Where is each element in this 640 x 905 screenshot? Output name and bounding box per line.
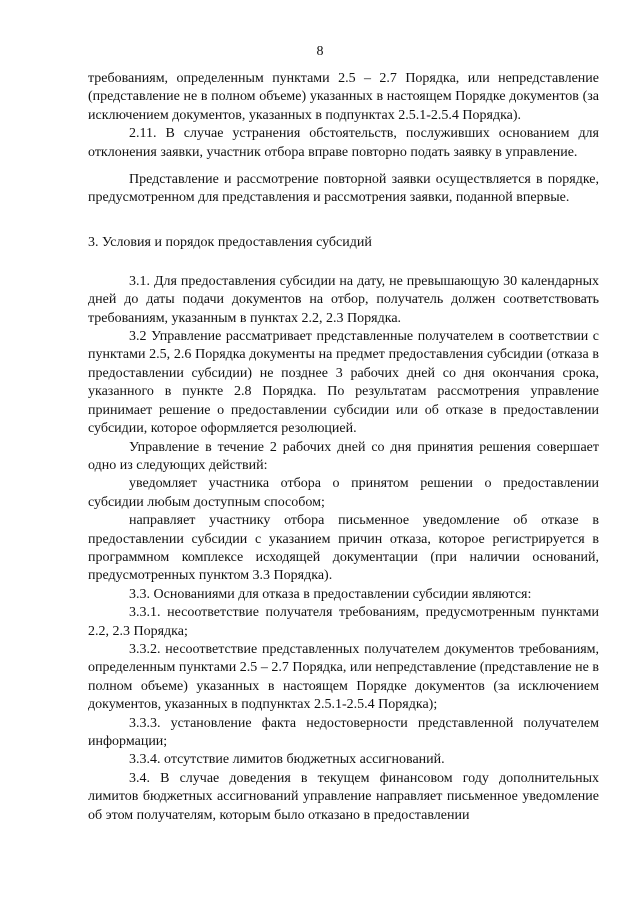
paragraph: требованиям, определенным пунктами 2.5 – 2.7 Порядка, или непредставление (представление не в полном объеме) указанных в настоящем Порядке документов (за исключением документов, указанных в подпунктах 2.5.1-2.5.4 Порядка). <box>88 71 599 123</box>
paragraph: уведомляет участника отбора о принятом решении о предоставлении субсидии любым доступным способом; <box>88 476 599 510</box>
page-number: 8 <box>316 44 324 59</box>
section-heading: 3. Условия и порядок предоставления субсидий <box>88 234 372 250</box>
paragraph: 2.11. В случае устранения обстоятельств, послуживших основанием для отклонения заявки, участник отбора вправе повторно подать заявку в управление. <box>88 126 599 160</box>
paragraph: 3.3.4. отсутствие лимитов бюджетных ассигнований. <box>129 752 445 768</box>
paragraph: 3.2 Управление рассматривает представленные получателем в соответствии с пунктами 2.5, 2.6 Порядка документы на предмет предоставления субсидии (отказа в предоставлении субсидии) не позднее 3 рабочих дней со дня окончания срока, указанного в пункте 2.8 Порядка. По результатам рассмотрения управление принимает решение о предоставлении субсидии или об отказе в предоставлении субсидии, которое оформляется резолюцией. <box>88 329 599 437</box>
paragraph: 3.3.2. несоответствие представленных получателем документов требованиям, определенным пунктами 2.5 – 2.7 Порядка, или непредставление (представление не в полном объеме) указанных в настоящем Порядке документов (за исключением документов, указанных в подпунктах 2.5.1-2.5.4 Порядка); <box>88 641 599 713</box>
paragraph: 3.4. В случае доведения в текущем финансовом году дополнительных лимитов бюджетных ассигнований управление направляет письменное уведомление об этом получателям, которым было отказано в предоставлении <box>88 770 599 823</box>
paragraph: 3.3. Основаниями для отказа в предоставлении субсидии являются: <box>129 586 532 602</box>
paragraph: Управление в течение 2 рабочих дней со дня принятия решения совершает одно из следующих действий: <box>88 439 599 473</box>
paragraph: 3.3.1. несоответствие получателя требованиям, предусмотренным пунктами 2.2, 2.3 Порядка; <box>88 605 599 639</box>
paragraph: направляет участнику отбора письменное уведомление об отказе в предоставлении субсидии с указанием причин отказа, которое регистрируется в программном комплексе исходящей документации (при наличии оснований, предусмотренных пунктом 3.3 Порядка). <box>88 513 599 584</box>
paragraph: 3.1. Для предоставления субсидии на дату, не превышающую 30 календарных дней до даты подачи документов на отбор, получатель должен соответствовать требованиям, указанным в пунктах 2.2, 2.3 Порядка. <box>88 273 599 326</box>
document-body <box>88 70 599 825</box>
paragraph: 3.3.3. установление факта недостоверности представленной получателем информации; <box>88 715 599 749</box>
paragraph: Представление и рассмотрение повторной заявки осуществляется в порядке, предусмотренном для представления и рассмотрения заявки, поданной впервые. <box>88 172 599 206</box>
